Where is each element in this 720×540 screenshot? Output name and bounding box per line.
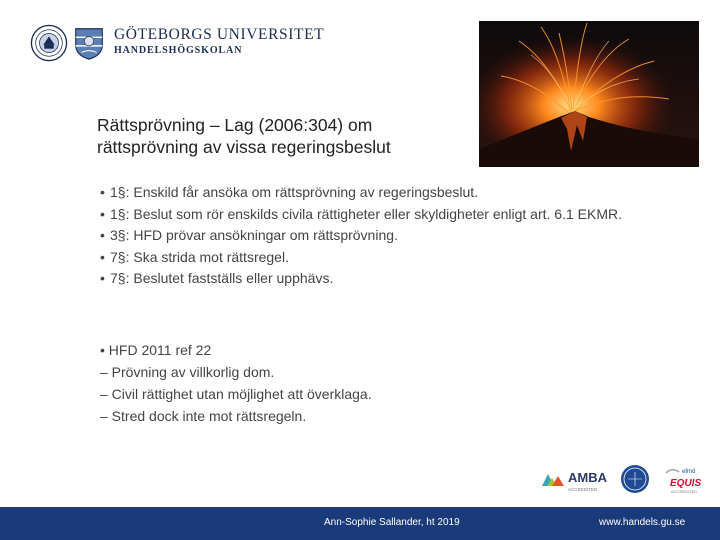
amba-sub: ACCREDITED bbox=[568, 487, 598, 492]
equis-sub: ACCREDITED bbox=[671, 489, 698, 494]
bullet-text: 1§: Beslut som rör enskilds civila rättigheter eller skyldigheter enligt art. 6.1 EKMR. bbox=[110, 205, 622, 222]
university-seal-icon bbox=[30, 24, 68, 62]
accreditation-logos bbox=[538, 460, 710, 498]
footer-bar bbox=[0, 507, 720, 540]
list-item bbox=[100, 247, 640, 269]
case-reference bbox=[100, 339, 500, 427]
amba-logo-icon bbox=[542, 470, 608, 492]
list-item bbox=[100, 225, 640, 247]
bullet-marker: • bbox=[100, 248, 105, 265]
slide-title bbox=[97, 114, 467, 158]
bullet-marker: • bbox=[100, 184, 105, 200]
erupting-volcano-image bbox=[479, 21, 699, 167]
bullet-text: 7§: Beslutet fastställs eller upphävs. bbox=[110, 270, 334, 286]
bullet-marker: • bbox=[100, 227, 105, 243]
equis-text: EQUIS bbox=[670, 478, 702, 489]
school-seal-icon bbox=[70, 24, 108, 62]
school-name: HANDELSHÖGSKOLAN bbox=[114, 45, 243, 56]
list-item bbox=[100, 182, 640, 204]
case-line: – Stred dock inte mot rättsregeln. bbox=[100, 408, 307, 424]
list-item bbox=[100, 204, 640, 226]
bullet-marker: • bbox=[100, 205, 105, 222]
bullet-marker: • bbox=[100, 270, 105, 286]
university-name: GÖTEBORGS UNIVERSITET bbox=[114, 26, 325, 43]
case-line: – Prövning av villkorlig dom. bbox=[100, 364, 275, 380]
efmd-text: efmd bbox=[682, 469, 696, 475]
footer-website-link[interactable]: www.handels.gu.se bbox=[599, 517, 686, 528]
slide-title-line-2: rättsprövning av vissa regeringsbeslut bbox=[97, 137, 391, 157]
case-heading: • HFD 2011 ref 22 bbox=[100, 342, 212, 358]
slide-title-line-1: Rättsprövning – Lag (2006:304) om bbox=[97, 115, 373, 135]
bullet-list bbox=[100, 182, 640, 290]
bullet-text: 3§: HFD prövar ansökningar om rättsprövning. bbox=[110, 227, 398, 243]
aacsb-logo-icon bbox=[621, 465, 649, 493]
list-item bbox=[100, 268, 640, 290]
amba-text: AMBA bbox=[568, 470, 607, 485]
footer-author: Ann-Sophie Sallander, ht 2019 bbox=[324, 517, 460, 528]
bullet-text: 7§: Ska strida mot rättsregel. bbox=[110, 248, 289, 265]
case-line: – Civil rättighet utan möjlighet att överklaga. bbox=[100, 386, 372, 402]
equis-logo-icon bbox=[666, 469, 701, 494]
university-logo bbox=[30, 20, 330, 70]
bullet-text: 1§: Enskild får ansöka om rättsprövning av regeringsbeslut. bbox=[110, 184, 479, 200]
